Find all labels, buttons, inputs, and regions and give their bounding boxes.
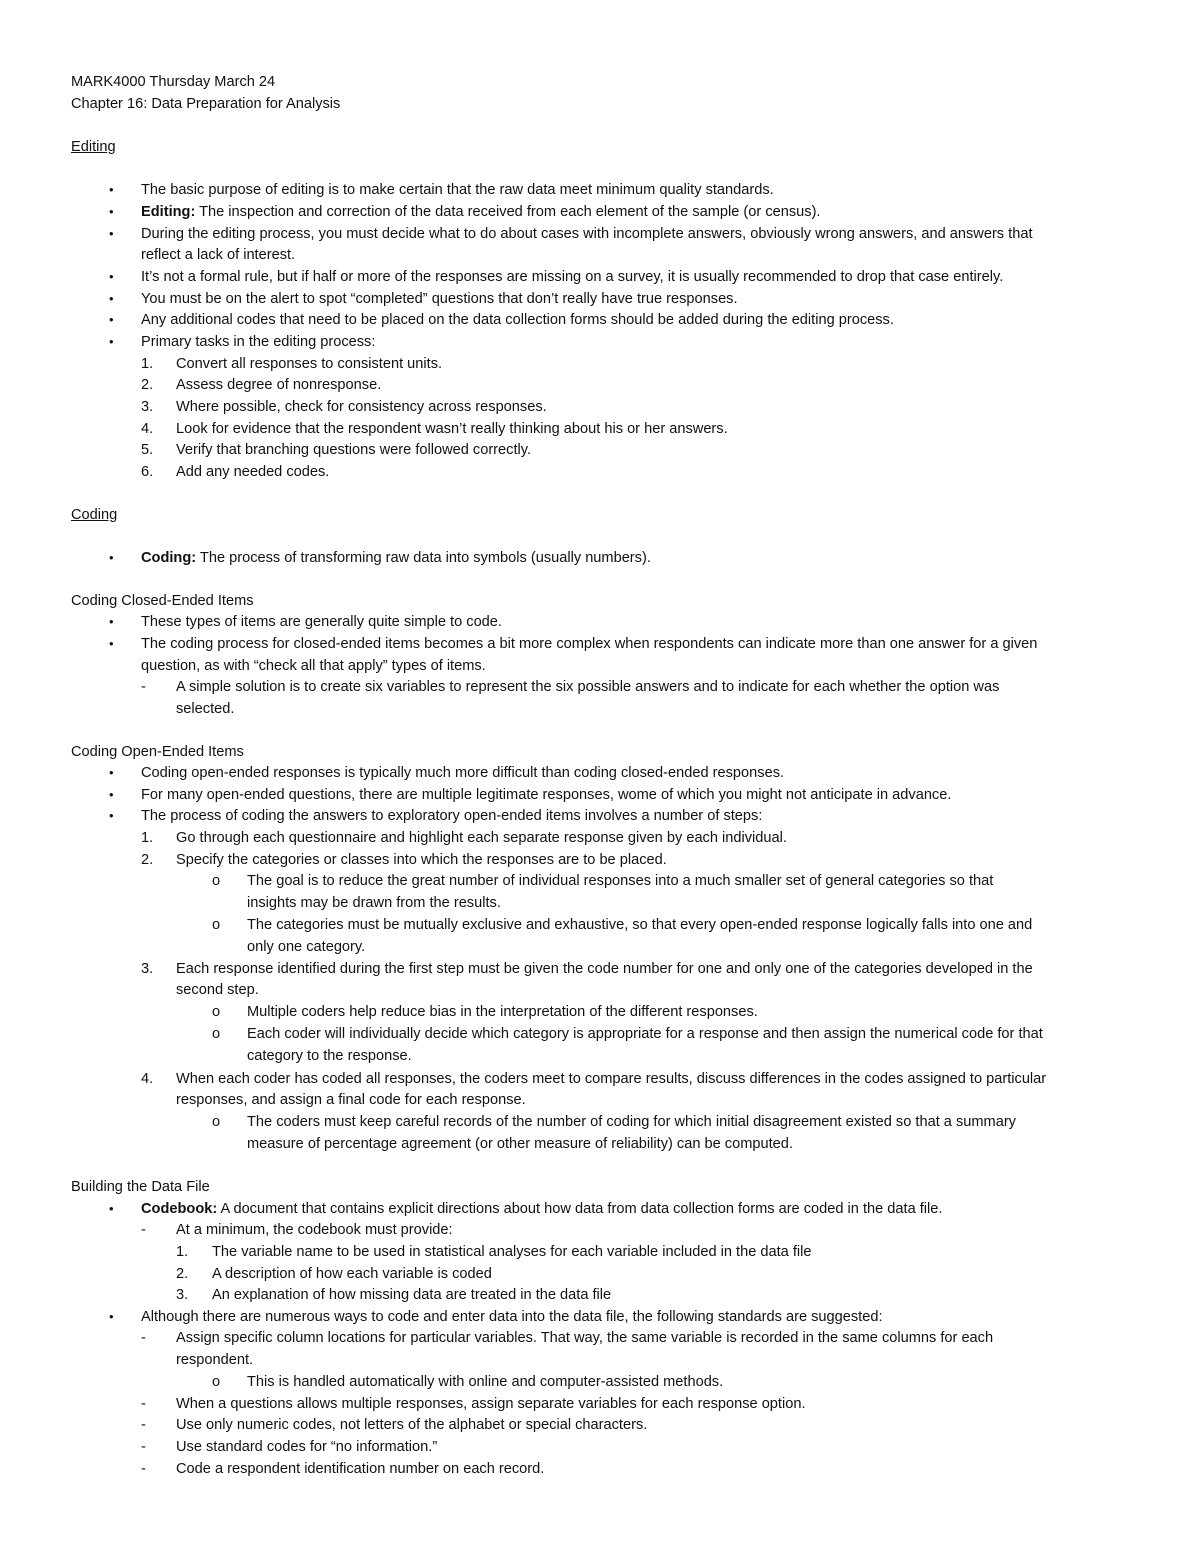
number-marker: 4. [141,1071,154,1087]
editing-bullet-6: Any additional codes that need to be placed on the data collection forms should be added during the editing process. [141,312,894,328]
bullet-marker: • [109,291,114,306]
data-file-dash-2-line-2: respondent. [176,1352,254,1368]
open-step-4-line-1: When each coder has coded all responses, the coders meet to compare results, discuss differences in the codes assigned to particular [176,1071,1047,1087]
data-file-dash-5: Use standard codes for “no information.” [176,1439,438,1455]
bullet-marker: • [109,182,114,197]
closed-bullet-1: These types of items are generally quite simple to code. [141,614,502,630]
circle-marker: o [212,1374,221,1390]
editing-bullet-7: Primary tasks in the editing process: [141,334,376,350]
codebook-term: Codebook: [141,1201,218,1217]
data-file-dash-1: At a minimum, the codebook must provide: [176,1222,453,1238]
editing-bullet-3-line-1: During the editing process, you must decide what to do about cases with incomplete answers, obviously wrong answers, and answers that [141,226,1033,242]
data-file-dash-6: Code a respondent identification number on each record. [176,1461,545,1477]
bullet-marker: • [109,226,114,241]
editing-task-4: Look for evidence that the respondent wasn’t really thinking about his or her answers. [176,421,728,437]
editing-heading: Editing [71,139,116,155]
data-file-dash-4: Use only numeric codes, not letters of the alphabet or special characters. [176,1417,648,1433]
number-marker: 2. [176,1266,189,1282]
editing-task-5: Verify that branching questions were followed correctly. [176,442,532,458]
coding-bullet-1 [141,548,651,568]
closed-bullet-2-line-1: The coding process for closed-ended items becomes a bit more complex when respondents can indicate more than one answer for a given [141,636,1038,652]
open-step-3-line-2: second step. [176,982,259,998]
open-ended-heading: Coding Open-Ended Items [71,744,244,760]
open-step-1: Go through each questionnaire and highlight each separate response given by each individual. [176,830,787,846]
data-file-bullet-2: Although there are numerous ways to code and enter data into the data file, the following standards are suggested: [141,1309,883,1325]
circle-marker: o [212,1004,221,1020]
codebook-item-1: The variable name to be used in statistical analyses for each variable included in the data file [212,1244,812,1260]
dash-marker: - [141,1396,146,1412]
dash-marker: - [141,1439,146,1455]
dash-marker: - [141,1330,146,1346]
number-marker: 6. [141,464,154,480]
bullet-marker: • [109,636,114,651]
bullet-marker: • [109,334,114,349]
number-marker: 4. [141,421,154,437]
dash-marker: - [141,1461,146,1477]
circle-marker: o [212,1026,221,1042]
dash-marker: - [141,1417,146,1433]
data-file-dash-2a: This is handled automatically with online and computer-assisted methods. [247,1374,724,1390]
open-step-3-line-1: Each response identified during the first step must be given the code number for one and only one of the categories developed in the [176,961,1033,977]
editing-task-6: Add any needed codes. [176,464,330,480]
editing-bullet-3-line-2: reflect a lack of interest. [141,247,296,263]
bullet-marker: • [109,787,114,802]
editing-task-2: Assess degree of nonresponse. [176,377,382,393]
bullet-marker: • [109,1201,114,1216]
closed-ended-heading: Coding Closed-Ended Items [71,593,254,609]
number-marker: 3. [141,961,154,977]
open-bullet-3: The process of coding the answers to exploratory open-ended items involves a number of steps: [141,808,763,824]
circle-marker: o [212,1114,221,1130]
data-file-bullet-1 [141,1199,942,1219]
dash-marker: - [141,1222,146,1238]
editing-term: Editing: [141,204,196,220]
editing-task-3: Where possible, check for consistency across responses. [176,399,547,415]
open-step-2b-line-1: The categories must be mutually exclusive and exhaustive, so that every open-ended response logically falls into one and [247,917,1033,933]
closed-bullet-2-line-2: question, as with “check all that apply” types of items. [141,658,486,674]
number-marker: 3. [141,399,154,415]
codebook-definition: A document that contains explicit directions about how data from data collection forms are coded in the data file. [217,1201,943,1217]
editing-bullet-1: The basic purpose of editing is to make certain that the raw data meet minimum quality standards. [141,182,774,198]
codebook-item-2: A description of how each variable is coded [212,1266,492,1282]
open-step-4a-line-2: measure of percentage agreement (or other measure of reliability) can be computed. [247,1136,793,1152]
bullet-marker: • [109,614,114,629]
circle-marker: o [212,917,221,933]
number-marker: 2. [141,852,154,868]
number-marker: 1. [141,830,154,846]
bullet-marker: • [109,269,114,284]
open-bullet-1: Coding open-ended responses is typically much more difficult than coding closed-ended responses. [141,765,785,781]
data-file-dash-2-line-1: Assign specific column locations for particular variables. That way, the same variable is recorded in the same columns for each [176,1330,994,1346]
editing-definition: The inspection and correction of the data received from each element of the sample (or census). [195,204,821,220]
open-step-4-line-2: responses, and assign a final code for each response. [176,1092,526,1108]
dash-marker: - [141,679,146,695]
open-bullet-2: For many open-ended questions, there are multiple legitimate responses, wome of which you might not anticipate in advance. [141,787,952,803]
open-step-4a-line-1: The coders must keep careful records of the number of coding for which initial disagreement existed so that a summary [247,1114,1016,1130]
coding-heading: Coding [71,507,118,523]
bullet-marker: • [109,204,114,219]
open-step-2a-line-2: insights may be drawn from the results. [247,895,501,911]
open-step-2b-line-2: only one category. [247,939,366,955]
editing-task-1: Convert all responses to consistent units. [176,356,443,372]
closed-dash-1-line-2: selected. [176,701,235,717]
data-file-dash-3: When a questions allows multiple responses, assign separate variables for each response option. [176,1396,806,1412]
bullet-marker: • [109,312,114,327]
codebook-item-3: An explanation of how missing data are treated in the data file [212,1287,612,1303]
editing-bullet-5: You must be on the alert to spot “completed” questions that don’t really have true responses. [141,291,738,307]
data-file-heading: Building the Data File [71,1179,210,1195]
bullet-marker: • [109,765,114,780]
closed-dash-1-line-1: A simple solution is to create six variables to represent the six possible answers and to indicate for each whether the option was [176,679,1000,695]
open-step-2a-line-1: The goal is to reduce the great number of individual responses into a much smaller set of general categories so that [247,873,994,889]
course-date-line: MARK4000 Thursday March 24 [71,74,276,90]
bullet-marker: • [109,1309,114,1324]
number-marker: 2. [141,377,154,393]
open-step-2: Specify the categories or classes into which the responses are to be placed. [176,852,667,868]
editing-bullet-2 [141,202,820,222]
coding-term: Coding: [141,550,197,566]
editing-bullet-4: It’s not a formal rule, but if half or more of the responses are missing on a survey, it is usually recommended to drop that case entirely. [141,269,1004,285]
bullet-marker: • [109,808,114,823]
chapter-title: Chapter 16: Data Preparation for Analysis [71,96,341,112]
open-step-3a: Multiple coders help reduce bias in the interpretation of the different responses. [247,1004,758,1020]
circle-marker: o [212,873,221,889]
number-marker: 1. [141,356,154,372]
number-marker: 1. [176,1244,189,1260]
coding-definition: The process of transforming raw data into symbols (usually numbers). [196,550,651,566]
open-step-3b-line-2: category to the response. [247,1048,412,1064]
number-marker: 5. [141,442,154,458]
bullet-marker: • [109,550,114,565]
number-marker: 3. [176,1287,189,1303]
open-step-3b-line-1: Each coder will individually decide which category is appropriate for a response and then assign the numerical code for that [247,1026,1043,1042]
